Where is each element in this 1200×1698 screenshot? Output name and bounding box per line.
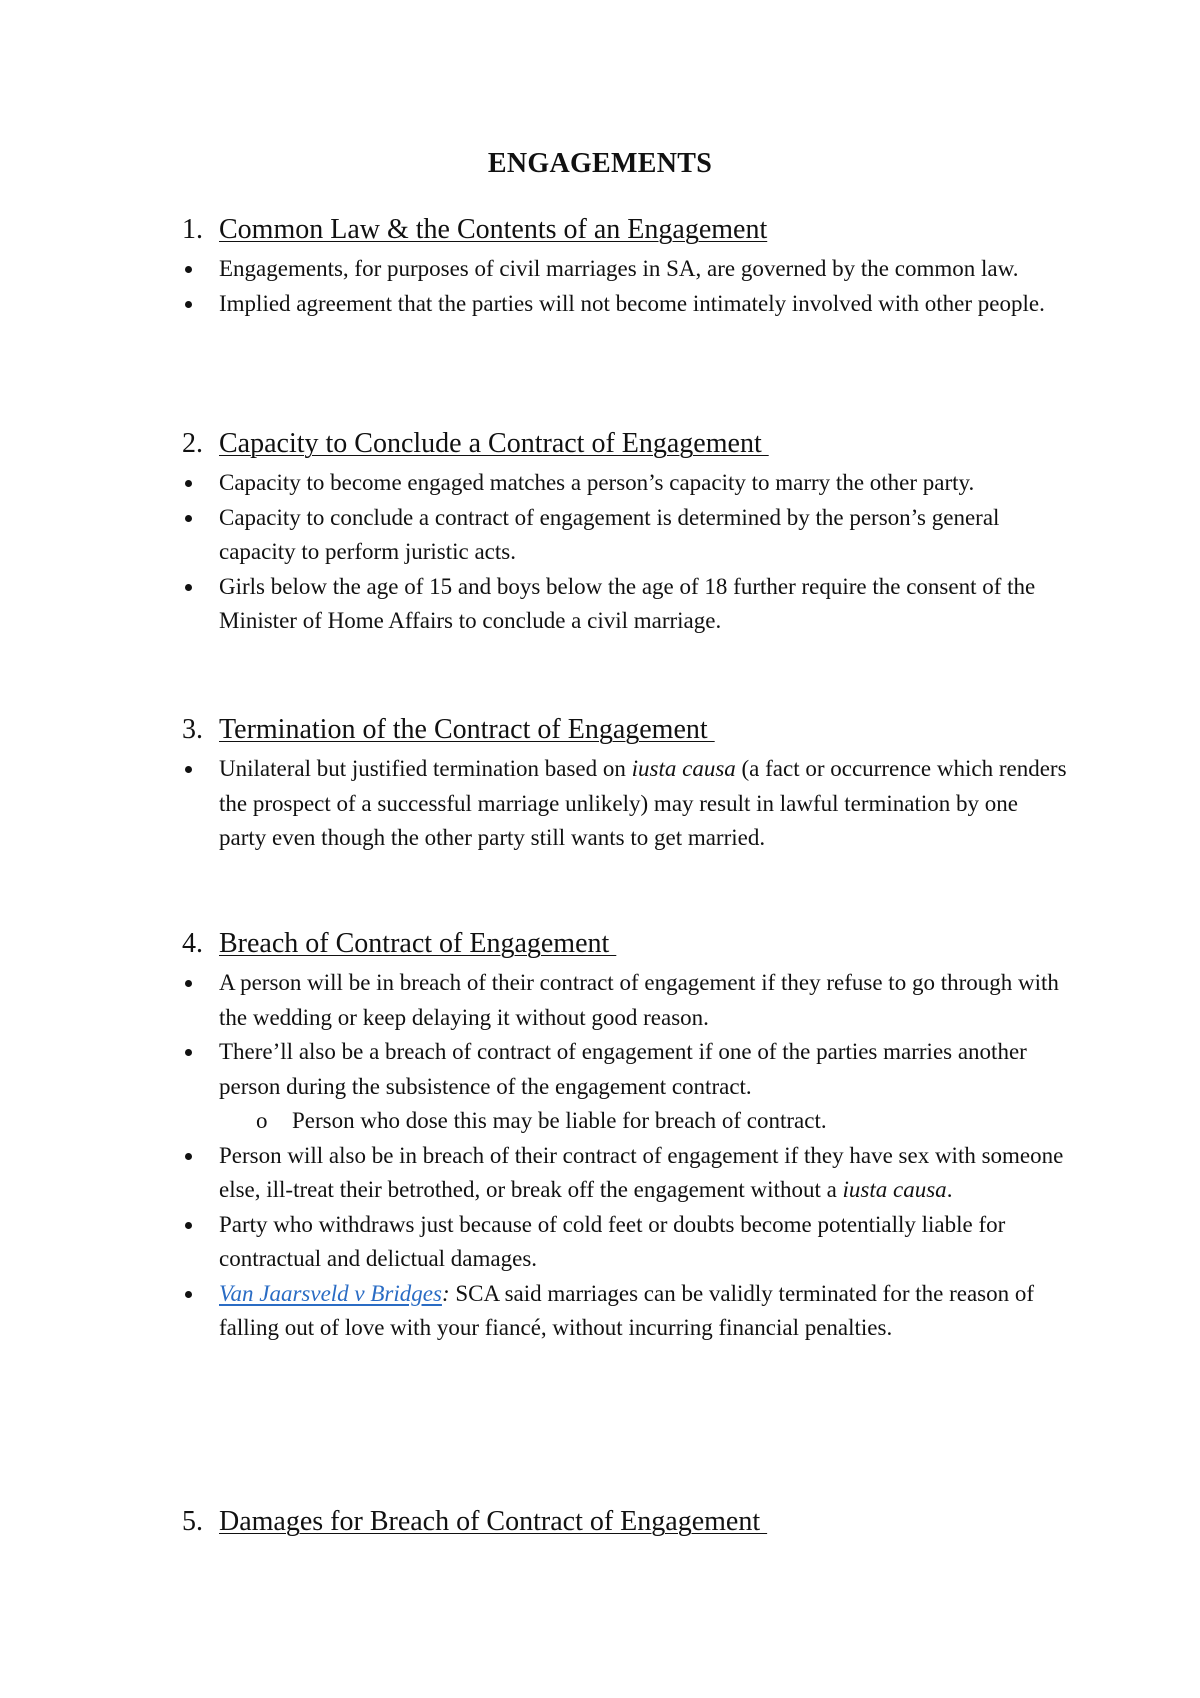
list-item — [0, 570, 1069, 639]
latin-term: iusta causa — [842, 1177, 947, 1202]
section-number: 1. — [182, 214, 203, 245]
latin-term: iusta causa — [631, 756, 736, 781]
bullet-text-after: SCA said marriages can be validly terminated for the reason of falling out of love with your fiancé, without incurring financial penalties. — [219, 1280, 1035, 1340]
bullet-text: Implied agreement that the parties will not become intimately involved with other people. — [219, 290, 1045, 316]
bullet-text-before: Unilateral but justified termination based on — [219, 756, 632, 781]
bullet-icon — [185, 515, 192, 522]
list-item — [0, 1139, 1069, 1208]
bullet-icon — [185, 584, 192, 591]
list-item — [0, 287, 1069, 322]
section-title: Common Law & the Contents of an Engagement — [219, 214, 768, 245]
bullet-text: Capacity to become engaged matches a person’s capacity to marry the other party. — [219, 470, 975, 495]
section-title: Breach of Contract of Engagement — [219, 928, 617, 959]
bullet-list — [0, 252, 1200, 321]
bullet-icon — [185, 1049, 192, 1056]
section-number: 3. — [182, 714, 203, 745]
section-heading — [0, 426, 1200, 462]
case-colon: : — [441, 1280, 450, 1306]
bullet-icon — [185, 266, 192, 273]
bullet-text: Party who withdraws just because of cold feet or doubts become potentially liable for contractual and delictual damages. — [219, 1211, 1006, 1271]
section-heading — [0, 212, 1200, 248]
bullet-text: Girls below the age of 15 and boys below the age of 18 further require the consent of the Minister of Home Affairs to conclude a civil marriage. — [219, 573, 1036, 633]
section-capacity — [0, 426, 1200, 639]
bullet-text-before: Person will also be in breach of their contract of engagement if they have sex with someone else, ill-treat their betrothed, or break off the engagement without a — [219, 1142, 1064, 1202]
list-item — [0, 1035, 1069, 1104]
list-item — [0, 1277, 1069, 1346]
section-title: Capacity to Conclude a Contract of Engagement — [219, 428, 769, 459]
list-item — [0, 252, 1069, 287]
bullet-icon — [185, 766, 192, 773]
bullet-icon — [185, 1291, 192, 1298]
bullet-list — [0, 966, 1200, 1346]
section-heading — [0, 926, 1200, 962]
bullet-icon — [185, 301, 192, 308]
bullet-text-after: . — [946, 1177, 953, 1202]
circle-bullet-icon: o — [256, 1108, 268, 1133]
bullet-icon — [185, 980, 192, 987]
bullet-list — [0, 752, 1200, 856]
list-item — [0, 966, 1069, 1035]
sub-list-item — [0, 1104, 1200, 1139]
section-common-law — [0, 212, 1200, 321]
bullet-text: Capacity to conclude a contract of engagement is determined by the person’s general capacity to perform juristic acts. — [219, 504, 1000, 564]
bullet-text-after: (a fact or occurrence which renders the prospect of a successful marriage unlikely) may result in lawful termination by one party even though the other party still wants to get married. — [219, 756, 1067, 850]
bullet-icon — [185, 1222, 192, 1229]
bullet-text: There’ll also be a breach of contract of engagement if one of the parties marries another person during the subsistence of the engagement contract. — [219, 1039, 1027, 1099]
section-heading — [0, 1504, 1200, 1540]
bullet-text: Engagements, for purposes of civil marriages in SA, are governed by the common law. — [219, 256, 1019, 281]
sub-bullet-text: Person who dose this may be liable for breach of contract. — [292, 1108, 827, 1133]
section-heading — [0, 712, 1200, 748]
list-item — [0, 466, 1069, 501]
section-title: Termination of the Contract of Engagement — [219, 714, 715, 745]
section-number: 5. — [182, 1506, 203, 1537]
section-number: 4. — [182, 928, 203, 959]
bullet-list — [0, 466, 1200, 639]
section-number: 2. — [182, 428, 203, 459]
bullet-icon — [185, 1153, 192, 1160]
list-item — [0, 1208, 1069, 1277]
section-title: Damages for Breach of Contract of Engagement — [219, 1506, 768, 1537]
list-item — [0, 752, 1069, 856]
bullet-icon — [185, 480, 192, 487]
list-item — [0, 501, 1069, 570]
section-damages — [0, 1504, 1200, 1540]
document-title: ENGAGEMENTS — [487, 148, 713, 179]
section-termination — [0, 712, 1200, 856]
case-citation-link[interactable]: Van Jaarsveld v Bridges — [219, 1280, 442, 1306]
bullet-text: A person will be in breach of their contract of engagement if they refuse to go through with the wedding or keep delaying it without good reason. — [219, 970, 1059, 1030]
section-breach — [0, 926, 1200, 1346]
